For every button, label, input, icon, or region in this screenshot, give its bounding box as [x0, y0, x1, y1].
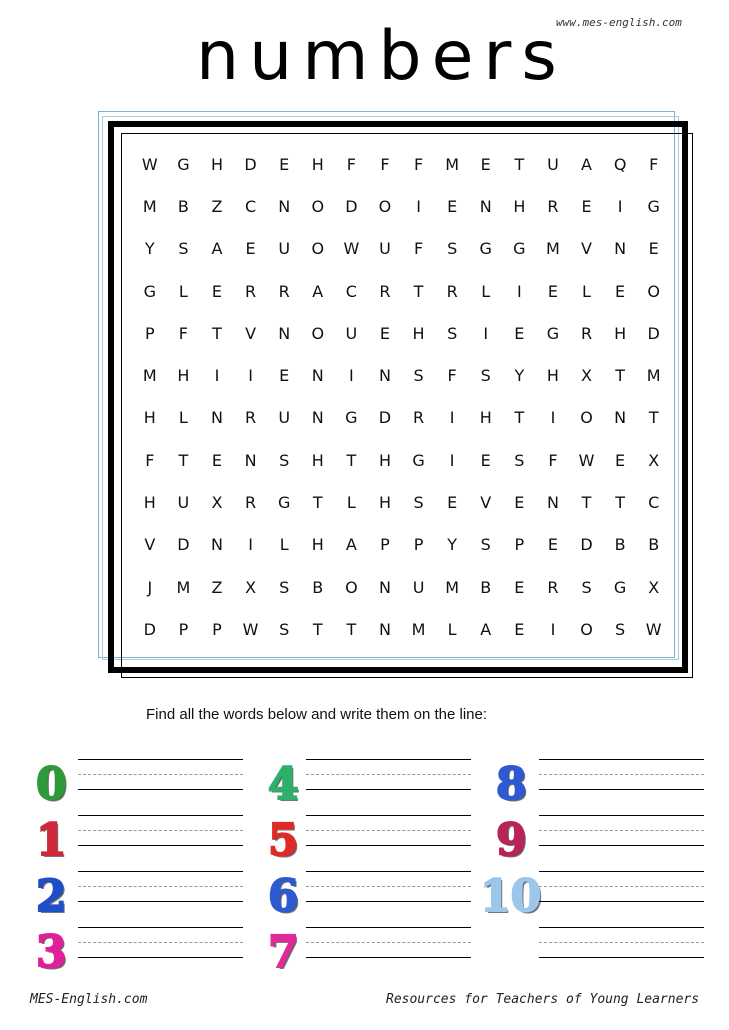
grid-letter[interactable]: V	[245, 323, 257, 343]
grid-letter[interactable]: E	[615, 281, 626, 301]
grid-letter[interactable]: P	[144, 323, 155, 343]
grid-letter[interactable]: N	[244, 450, 257, 470]
grid-letter[interactable]: D	[244, 154, 257, 174]
grid-letter[interactable]: E	[514, 577, 525, 597]
grid-letter[interactable]: A	[345, 535, 357, 555]
grid-letter[interactable]: E	[447, 196, 458, 216]
guide-line[interactable]	[306, 830, 471, 831]
grid-letter[interactable]: I	[449, 408, 455, 428]
website-url: www.mes-english.com	[556, 16, 682, 29]
writing-line[interactable]	[539, 871, 704, 872]
grid-letter[interactable]: R	[547, 196, 559, 216]
grid-letter[interactable]: L	[178, 408, 188, 428]
grid-letter[interactable]: V	[480, 493, 492, 513]
grid-letter[interactable]: B	[177, 196, 189, 216]
grid-letter[interactable]: U	[177, 493, 190, 513]
grid-letter[interactable]: O	[311, 323, 325, 343]
writing-line[interactable]	[539, 901, 704, 902]
grid-letter[interactable]: R	[412, 408, 425, 428]
numeral-5: 5	[268, 815, 299, 866]
grid-letter[interactable]: R	[278, 281, 290, 301]
numeral-1: 1	[36, 815, 67, 866]
grid-letter[interactable]: J	[147, 577, 153, 597]
writing-line[interactable]	[539, 789, 704, 790]
numeral-7: 7	[268, 927, 299, 978]
grid-letter[interactable]: N	[311, 408, 324, 428]
grid-letter[interactable]: M	[142, 196, 157, 216]
grid-letter[interactable]: F	[649, 154, 659, 174]
grid-letter[interactable]: N	[278, 323, 291, 343]
grid-letter[interactable]: W	[645, 619, 662, 639]
grid-letter[interactable]: T	[346, 619, 357, 639]
grid-letter[interactable]: I	[483, 323, 489, 343]
grid-letter[interactable]: S	[615, 619, 626, 639]
grid-letter[interactable]: G	[479, 239, 492, 259]
grid-letter[interactable]: T	[312, 619, 323, 639]
grid-letter[interactable]: G	[143, 281, 156, 301]
grid-letter[interactable]: N	[378, 366, 391, 386]
writing-line[interactable]	[306, 927, 471, 928]
writing-line[interactable]	[539, 927, 704, 928]
grid-letter[interactable]: G	[412, 450, 425, 470]
grid-letter[interactable]: A	[581, 154, 592, 174]
word-search-grid	[133, 143, 671, 651]
grid-letter[interactable]: L	[346, 493, 356, 513]
grid-letter[interactable]: U	[278, 239, 291, 259]
grid-letter[interactable]: I	[617, 196, 623, 216]
writing-line[interactable]	[78, 871, 243, 872]
footer-tagline: Resources for Teachers of Young Learners	[386, 992, 700, 1007]
grid-letter[interactable]: A	[480, 619, 492, 639]
grid-letter[interactable]: P	[178, 619, 189, 639]
grid-letter[interactable]: S	[581, 577, 592, 597]
grid-letter[interactable]: H	[210, 154, 223, 174]
grid-letter[interactable]: E	[379, 323, 390, 343]
grid-letter[interactable]: B	[614, 535, 626, 555]
numeral-3: 3	[36, 927, 67, 978]
grid-letter[interactable]: S	[279, 619, 290, 639]
grid-letter[interactable]: R	[245, 281, 257, 301]
grid-letter[interactable]: M	[142, 366, 157, 386]
footer-site: MES-English.com	[30, 992, 148, 1007]
grid-letter[interactable]: G	[513, 239, 526, 259]
grid-letter[interactable]: E	[514, 493, 525, 513]
writing-line[interactable]	[306, 871, 471, 872]
grid-letter[interactable]: S	[279, 450, 290, 470]
grid-letter[interactable]: N	[614, 408, 627, 428]
grid-letter[interactable]: T	[413, 281, 424, 301]
grid-letter[interactable]: B	[312, 577, 324, 597]
grid-letter[interactable]: E	[514, 619, 525, 639]
grid-letter[interactable]: T	[178, 450, 189, 470]
grid-letter[interactable]: I	[248, 366, 253, 386]
grid-letter[interactable]: Y	[514, 366, 525, 386]
grid-letter[interactable]: H	[513, 196, 526, 216]
grid-letter[interactable]: X	[211, 493, 223, 513]
grid-letter[interactable]: E	[480, 154, 491, 174]
grid-letter[interactable]: E	[514, 323, 525, 343]
grid-letter[interactable]: H	[143, 493, 156, 513]
writing-line[interactable]	[306, 789, 471, 790]
guide-line[interactable]	[539, 886, 704, 887]
grid-letter[interactable]: L	[279, 535, 289, 555]
grid-letter[interactable]: E	[615, 450, 626, 470]
grid-letter[interactable]: C	[244, 196, 257, 216]
grid-letter[interactable]: S	[480, 366, 491, 386]
grid-letter[interactable]: F	[380, 154, 390, 174]
grid-letter[interactable]: Y	[144, 239, 155, 259]
grid-letter[interactable]: T	[514, 408, 525, 428]
guide-line[interactable]	[306, 774, 471, 775]
grid-letter[interactable]: L	[178, 281, 188, 301]
grid-letter[interactable]: W	[141, 154, 158, 174]
writing-line[interactable]	[78, 759, 243, 760]
grid-letter[interactable]: C	[648, 493, 660, 513]
grid-letter[interactable]: D	[177, 535, 190, 555]
guide-line[interactable]	[539, 942, 704, 943]
grid-letter[interactable]: P	[380, 535, 390, 555]
grid-letter[interactable]: N	[479, 196, 492, 216]
grid-letter[interactable]: O	[580, 619, 593, 639]
writing-line[interactable]	[78, 957, 243, 958]
grid-letter[interactable]: F	[346, 154, 356, 174]
grid-letter[interactable]: H	[378, 450, 391, 470]
grid-letter[interactable]: S	[413, 493, 424, 513]
grid-letter[interactable]: I	[349, 366, 354, 386]
grid-letter[interactable]: T	[212, 323, 222, 343]
grid-letter[interactable]: N	[614, 239, 627, 259]
grid-letter[interactable]: I	[248, 535, 253, 555]
grid-letter[interactable]: I	[550, 408, 556, 428]
grid-letter[interactable]: R	[547, 577, 559, 597]
grid-letter[interactable]: G	[345, 408, 358, 428]
writing-line[interactable]	[306, 845, 471, 846]
grid-letter[interactable]: I	[516, 281, 522, 301]
writing-line[interactable]	[306, 957, 471, 958]
grid-letter[interactable]: E	[279, 154, 290, 174]
grid-letter[interactable]: T	[615, 366, 625, 386]
grid-letter[interactable]: O	[647, 281, 660, 301]
grid-letter[interactable]: V	[581, 239, 592, 259]
grid-letter[interactable]: W	[242, 619, 259, 639]
writing-line[interactable]	[78, 927, 243, 928]
grid-letter[interactable]: B	[480, 577, 492, 597]
grid-letter[interactable]: I	[550, 619, 556, 639]
grid-letter[interactable]: L	[582, 281, 591, 301]
grid-letter[interactable]: R	[446, 281, 458, 301]
grid-letter[interactable]: R	[245, 493, 257, 513]
grid-letter[interactable]: S	[447, 323, 458, 343]
grid-letter[interactable]: U	[379, 239, 391, 259]
grid-letter[interactable]: O	[580, 408, 593, 428]
grid-letter[interactable]: E	[581, 196, 592, 216]
guide-line[interactable]	[306, 942, 471, 943]
grid-letter[interactable]: H	[614, 323, 627, 343]
grid-letter[interactable]: O	[378, 196, 392, 216]
grid-letter[interactable]: S	[514, 450, 525, 470]
grid-letter[interactable]: H	[546, 366, 559, 386]
grid-letter[interactable]: I	[214, 366, 220, 386]
guide-line[interactable]	[539, 830, 704, 831]
grid-letter[interactable]: R	[580, 323, 593, 343]
grid-letter[interactable]: I	[416, 196, 421, 216]
grid-letter[interactable]: G	[177, 154, 190, 174]
grid-letter[interactable]: L	[481, 281, 491, 301]
grid-letter[interactable]: M	[445, 577, 460, 597]
instructions: Find all the words below and write them on the line:	[146, 706, 488, 723]
grid-letter[interactable]: E	[211, 281, 223, 301]
grid-letter[interactable]: E	[648, 239, 659, 259]
grid-letter[interactable]: N	[546, 493, 559, 513]
grid-letter[interactable]: T	[615, 493, 625, 513]
grid-letter[interactable]: F	[447, 366, 457, 386]
grid-letter[interactable]: A	[211, 239, 223, 259]
page-title: numbers	[196, 17, 567, 96]
grid-letter[interactable]: F	[548, 450, 558, 470]
grid-letter[interactable]: E	[480, 450, 491, 470]
grid-letter[interactable]: U	[547, 154, 559, 174]
grid-letter[interactable]: W	[578, 450, 595, 470]
grid-letter[interactable]: T	[312, 493, 323, 513]
grid-letter[interactable]: P	[514, 535, 525, 555]
grid-letter[interactable]: S	[279, 577, 290, 597]
grid-letter[interactable]: N	[211, 408, 223, 428]
numeral-0: 0	[36, 759, 67, 810]
grid-letter[interactable]: Z	[211, 577, 223, 597]
guide-line[interactable]	[78, 886, 243, 887]
grid-letter[interactable]: B	[648, 535, 660, 555]
numeral-8: 8	[496, 759, 527, 810]
grid-letter[interactable]: F	[413, 154, 424, 174]
writing-line[interactable]	[78, 789, 243, 790]
grid-letter[interactable]: D	[345, 196, 358, 216]
writing-line[interactable]	[539, 845, 704, 846]
grid-letter[interactable]: W	[343, 239, 360, 259]
grid-letter[interactable]: M	[411, 619, 426, 639]
grid-letter[interactable]: N	[311, 366, 324, 386]
grid-letter[interactable]: D	[580, 535, 593, 555]
writing-line[interactable]	[78, 845, 243, 846]
grid-letter[interactable]: N	[211, 535, 223, 555]
grid-letter[interactable]: R	[245, 408, 257, 428]
numeral-2: 2	[36, 871, 67, 922]
writing-line[interactable]	[306, 759, 471, 760]
writing-line[interactable]	[78, 901, 243, 902]
grid-letter[interactable]: H	[378, 493, 391, 513]
guide-line[interactable]	[306, 886, 471, 887]
grid-letter[interactable]: E	[245, 239, 256, 259]
grid-letter[interactable]: F	[145, 450, 155, 470]
grid-letter[interactable]: G	[613, 577, 627, 597]
grid-letter[interactable]: U	[345, 323, 358, 343]
grid-letter[interactable]: M	[445, 154, 460, 174]
grid-letter[interactable]: E	[279, 366, 290, 386]
grid-letter[interactable]: L	[447, 619, 457, 639]
writing-line[interactable]	[539, 759, 704, 760]
grid-letter[interactable]: O	[311, 239, 325, 259]
grid-letter[interactable]: H	[177, 366, 190, 386]
grid-letter[interactable]: G	[647, 196, 660, 216]
grid-letter[interactable]: D	[143, 619, 156, 639]
grid-letter[interactable]: Q	[613, 154, 627, 174]
grid-letter[interactable]: Z	[211, 196, 223, 216]
grid-letter[interactable]: R	[379, 281, 391, 301]
grid-letter[interactable]: E	[547, 535, 558, 555]
grid-letter[interactable]: T	[514, 154, 525, 174]
grid-letter[interactable]: V	[144, 535, 156, 555]
grid-letter[interactable]: X	[648, 577, 660, 597]
grid-letter[interactable]: P	[212, 619, 222, 639]
grid-letter[interactable]: H	[143, 408, 156, 428]
grid-letter[interactable]: T	[648, 408, 659, 428]
grid-letter[interactable]: A	[312, 281, 324, 301]
grid-letter[interactable]: E	[211, 450, 223, 470]
grid-letter[interactable]: G	[546, 323, 560, 343]
grid-letter[interactable]: H	[479, 408, 492, 428]
guide-line[interactable]	[78, 774, 243, 775]
grid-letter[interactable]: O	[311, 196, 325, 216]
grid-letter[interactable]: D	[378, 408, 392, 428]
grid-letter[interactable]: I	[449, 450, 455, 470]
grid-letter[interactable]: F	[178, 323, 188, 343]
grid-letter[interactable]: C	[345, 281, 357, 301]
grid-letter[interactable]: S	[447, 239, 458, 259]
grid-letter[interactable]: H	[311, 450, 324, 470]
grid-letter[interactable]: T	[346, 450, 357, 470]
grid-letter[interactable]: X	[648, 450, 660, 470]
grid-letter[interactable]: Y	[447, 535, 458, 555]
guide-line[interactable]	[78, 942, 243, 943]
grid-letter[interactable]: N	[378, 619, 391, 639]
grid-letter[interactable]: U	[412, 577, 425, 597]
grid-letter[interactable]: N	[378, 577, 391, 597]
writing-line[interactable]	[539, 957, 704, 958]
grid-letter[interactable]: H	[311, 154, 324, 174]
grid-letter[interactable]: X	[581, 366, 592, 386]
grid-letter[interactable]: O	[345, 577, 358, 597]
numeral-6: 6	[268, 871, 299, 922]
writing-line[interactable]	[306, 901, 471, 902]
grid-letter[interactable]: X	[245, 577, 257, 597]
grid-letter[interactable]: P	[413, 535, 424, 555]
grid-letter[interactable]: E	[547, 281, 558, 301]
grid-letter[interactable]: S	[178, 239, 189, 259]
grid-letter[interactable]: N	[278, 196, 291, 216]
writing-line[interactable]	[306, 815, 471, 816]
guide-line[interactable]	[539, 774, 704, 775]
grid-letter[interactable]: M	[546, 239, 560, 259]
grid-letter[interactable]: H	[412, 323, 425, 343]
numeral-10: 10	[480, 871, 542, 922]
grid-letter[interactable]: G	[277, 493, 291, 513]
grid-letter[interactable]: D	[647, 323, 660, 343]
grid-letter[interactable]: U	[278, 408, 291, 428]
guide-line[interactable]	[78, 830, 243, 831]
numeral-9: 9	[496, 815, 527, 866]
writing-line[interactable]	[78, 815, 243, 816]
grid-letter[interactable]: T	[581, 493, 592, 513]
grid-letter[interactable]: M	[176, 577, 191, 597]
grid-letter[interactable]: H	[311, 535, 324, 555]
numeral-4: 4	[268, 759, 299, 810]
grid-letter[interactable]: E	[447, 493, 458, 513]
grid-letter[interactable]: M	[646, 366, 661, 386]
writing-line[interactable]	[539, 815, 704, 816]
grid-letter[interactable]: S	[413, 366, 424, 386]
grid-letter[interactable]: F	[413, 239, 424, 259]
grid-letter[interactable]: S	[480, 535, 491, 555]
